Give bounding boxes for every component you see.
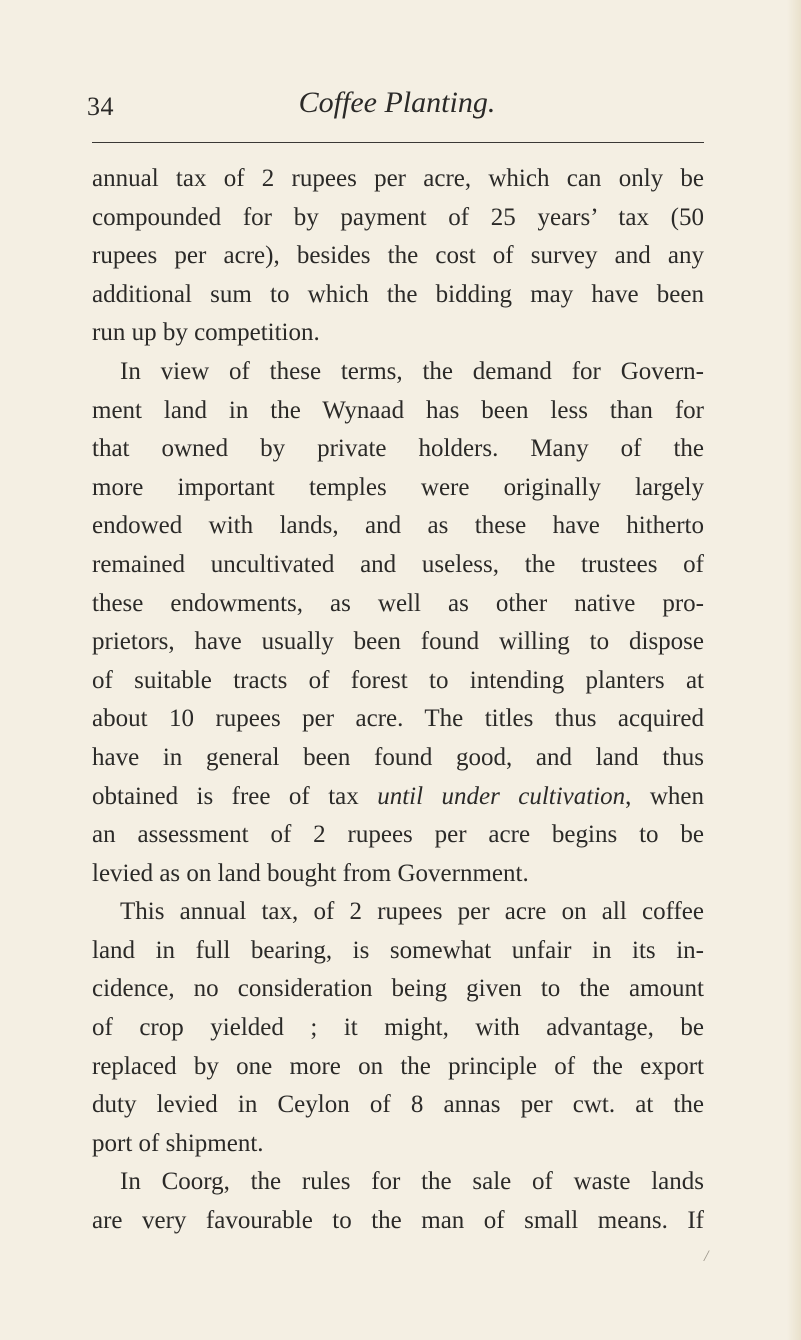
text-line: cidence, no consideration being given to the amount <box>92 975 704 1003</box>
text-line: of suitable tracts of forest to intending planters at <box>92 666 704 694</box>
text-line: rupees per acre), besides the cost of survey and any <box>92 242 704 270</box>
text-line: port of shipment. <box>92 1129 264 1157</box>
text-line: endowed with lands, and as these have hitherto <box>92 512 704 540</box>
text-line: about 10 rupees per acre. The titles thus acquired <box>92 705 704 733</box>
text-line: levied as on land bought from Government. <box>92 859 529 887</box>
text-line: that owned by private holders. Many of the <box>92 435 704 463</box>
text-segment: , when <box>625 782 704 810</box>
text-line: land in full bearing, is somewhat unfair in its in- <box>92 936 704 964</box>
text-line: these endowments, as well as other native pro- <box>92 589 704 617</box>
text-line: more important temples were originally largely <box>92 473 704 501</box>
text-line: run up by competition. <box>92 319 320 347</box>
text-line: are very favourable to the man of small means. If <box>92 1207 704 1235</box>
text-line: remained uncultivated and useless, the trustees of <box>92 550 704 578</box>
text-line: compounded for by payment of 25 years’ tax (50 <box>92 203 704 231</box>
page-edge-shadow <box>787 0 801 1340</box>
page-header <box>87 86 707 130</box>
running-title: Coffee Planting. <box>298 86 496 119</box>
text-line: ment land in the Wynaad has been less than for <box>92 396 704 424</box>
header-rule <box>92 142 704 143</box>
text-line: In Coorg, the rules for the sale of waste lands <box>120 1168 704 1196</box>
italic-phrase: until under cultivation <box>377 782 626 810</box>
text-line: an assessment of 2 rupees per acre begins to be <box>92 821 704 849</box>
text-line: additional sum to which the bidding may have been <box>92 280 704 308</box>
text-line: This annual tax, of 2 rupees per acre on all coffee <box>120 898 704 926</box>
text-line: prietors, have usually been found willing to dispose <box>92 628 704 656</box>
text-segment: obtained is free of tax <box>92 782 378 810</box>
text-line-with-italic <box>92 778 704 817</box>
text-line: annual tax of 2 rupees per acre, which can only be <box>92 165 704 192</box>
text-line: replaced by one more on the principle of the export <box>92 1052 704 1080</box>
text-line: have in general been found good, and land thus <box>92 743 704 771</box>
text-line: duty levied in Ceylon of 8 annas per cwt. at the <box>92 1091 704 1119</box>
text-line: of crop yielded ; it might, with advantage, be <box>92 1014 704 1042</box>
page-number: 34 <box>87 92 114 121</box>
body-text <box>92 160 704 1241</box>
text-line: In view of these terms, the demand for Govern- <box>120 357 704 385</box>
stray-mark: / <box>704 1248 709 1265</box>
